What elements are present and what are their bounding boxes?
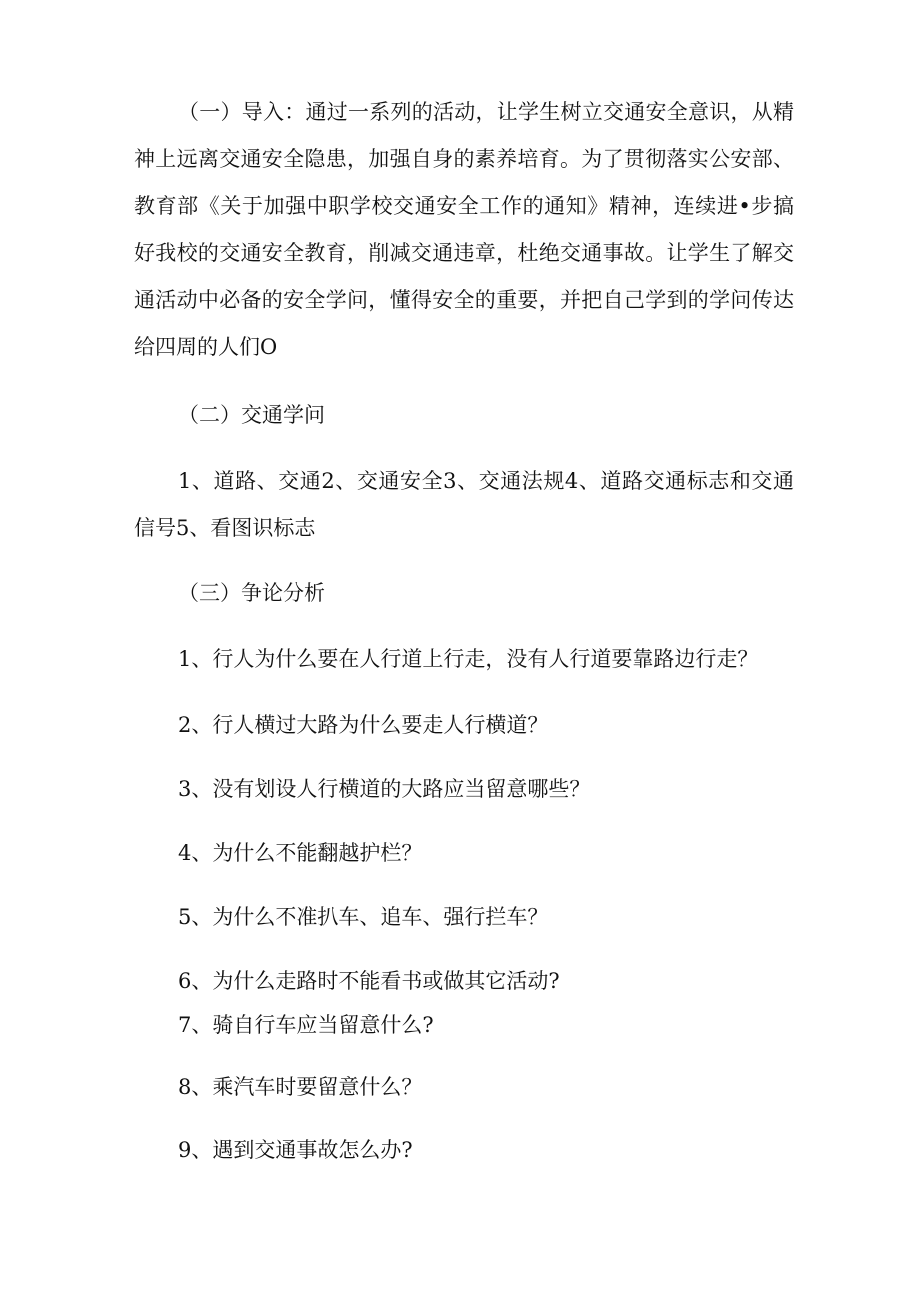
- list-item: 5、为什么不准扒车、追车、强行拦车？: [178, 905, 549, 929]
- intro-paragraph: （一）导入：通过一系列的活动，让学生树立交通安全意识，从精神上远离交通安全隐患，加强自身的素养培育。为了贯彻落实公安部、教育部《关于加强中职学校交通安全工作的通知》精神，连续进•步搞好我校的交通安全教育，削减交通违章，杜绝交通事故。让学生了解交通活动中必备的安全学问，懂得安全的重要，并把自己学到的学问传达给四周的人们O: [134, 100, 794, 359]
- list-item: 9、遇到交通事故怎么办?: [178, 1138, 413, 1162]
- list-item: 4、为什么不能翻越护栏？: [178, 841, 423, 865]
- list-item: 3、没有划设人行横道的大路应当留意哪些？: [178, 777, 591, 801]
- list-item: 2、行人横过大路为什么要走人行横道？: [178, 713, 549, 737]
- knowledge-paragraph: 1、道路、交通2、交通安全3、交通法规4、道路交通标志和交通信号5、看图识标志: [134, 469, 794, 540]
- list-item: 8、乘汽车时要留意什么？: [178, 1075, 423, 1099]
- list-item: 6、为什么走路时不能看书或做其它活动?: [178, 969, 560, 993]
- list-item: 1、行人为什么要在人行道上行走，没有人行道要靠路边行走？: [178, 647, 759, 671]
- list-item: 7、骑自行车应当留意什么?: [178, 1013, 434, 1037]
- section-heading-knowledge: （二）交通学问: [178, 403, 325, 427]
- section-heading-discussion: （三）争论分析: [178, 581, 325, 605]
